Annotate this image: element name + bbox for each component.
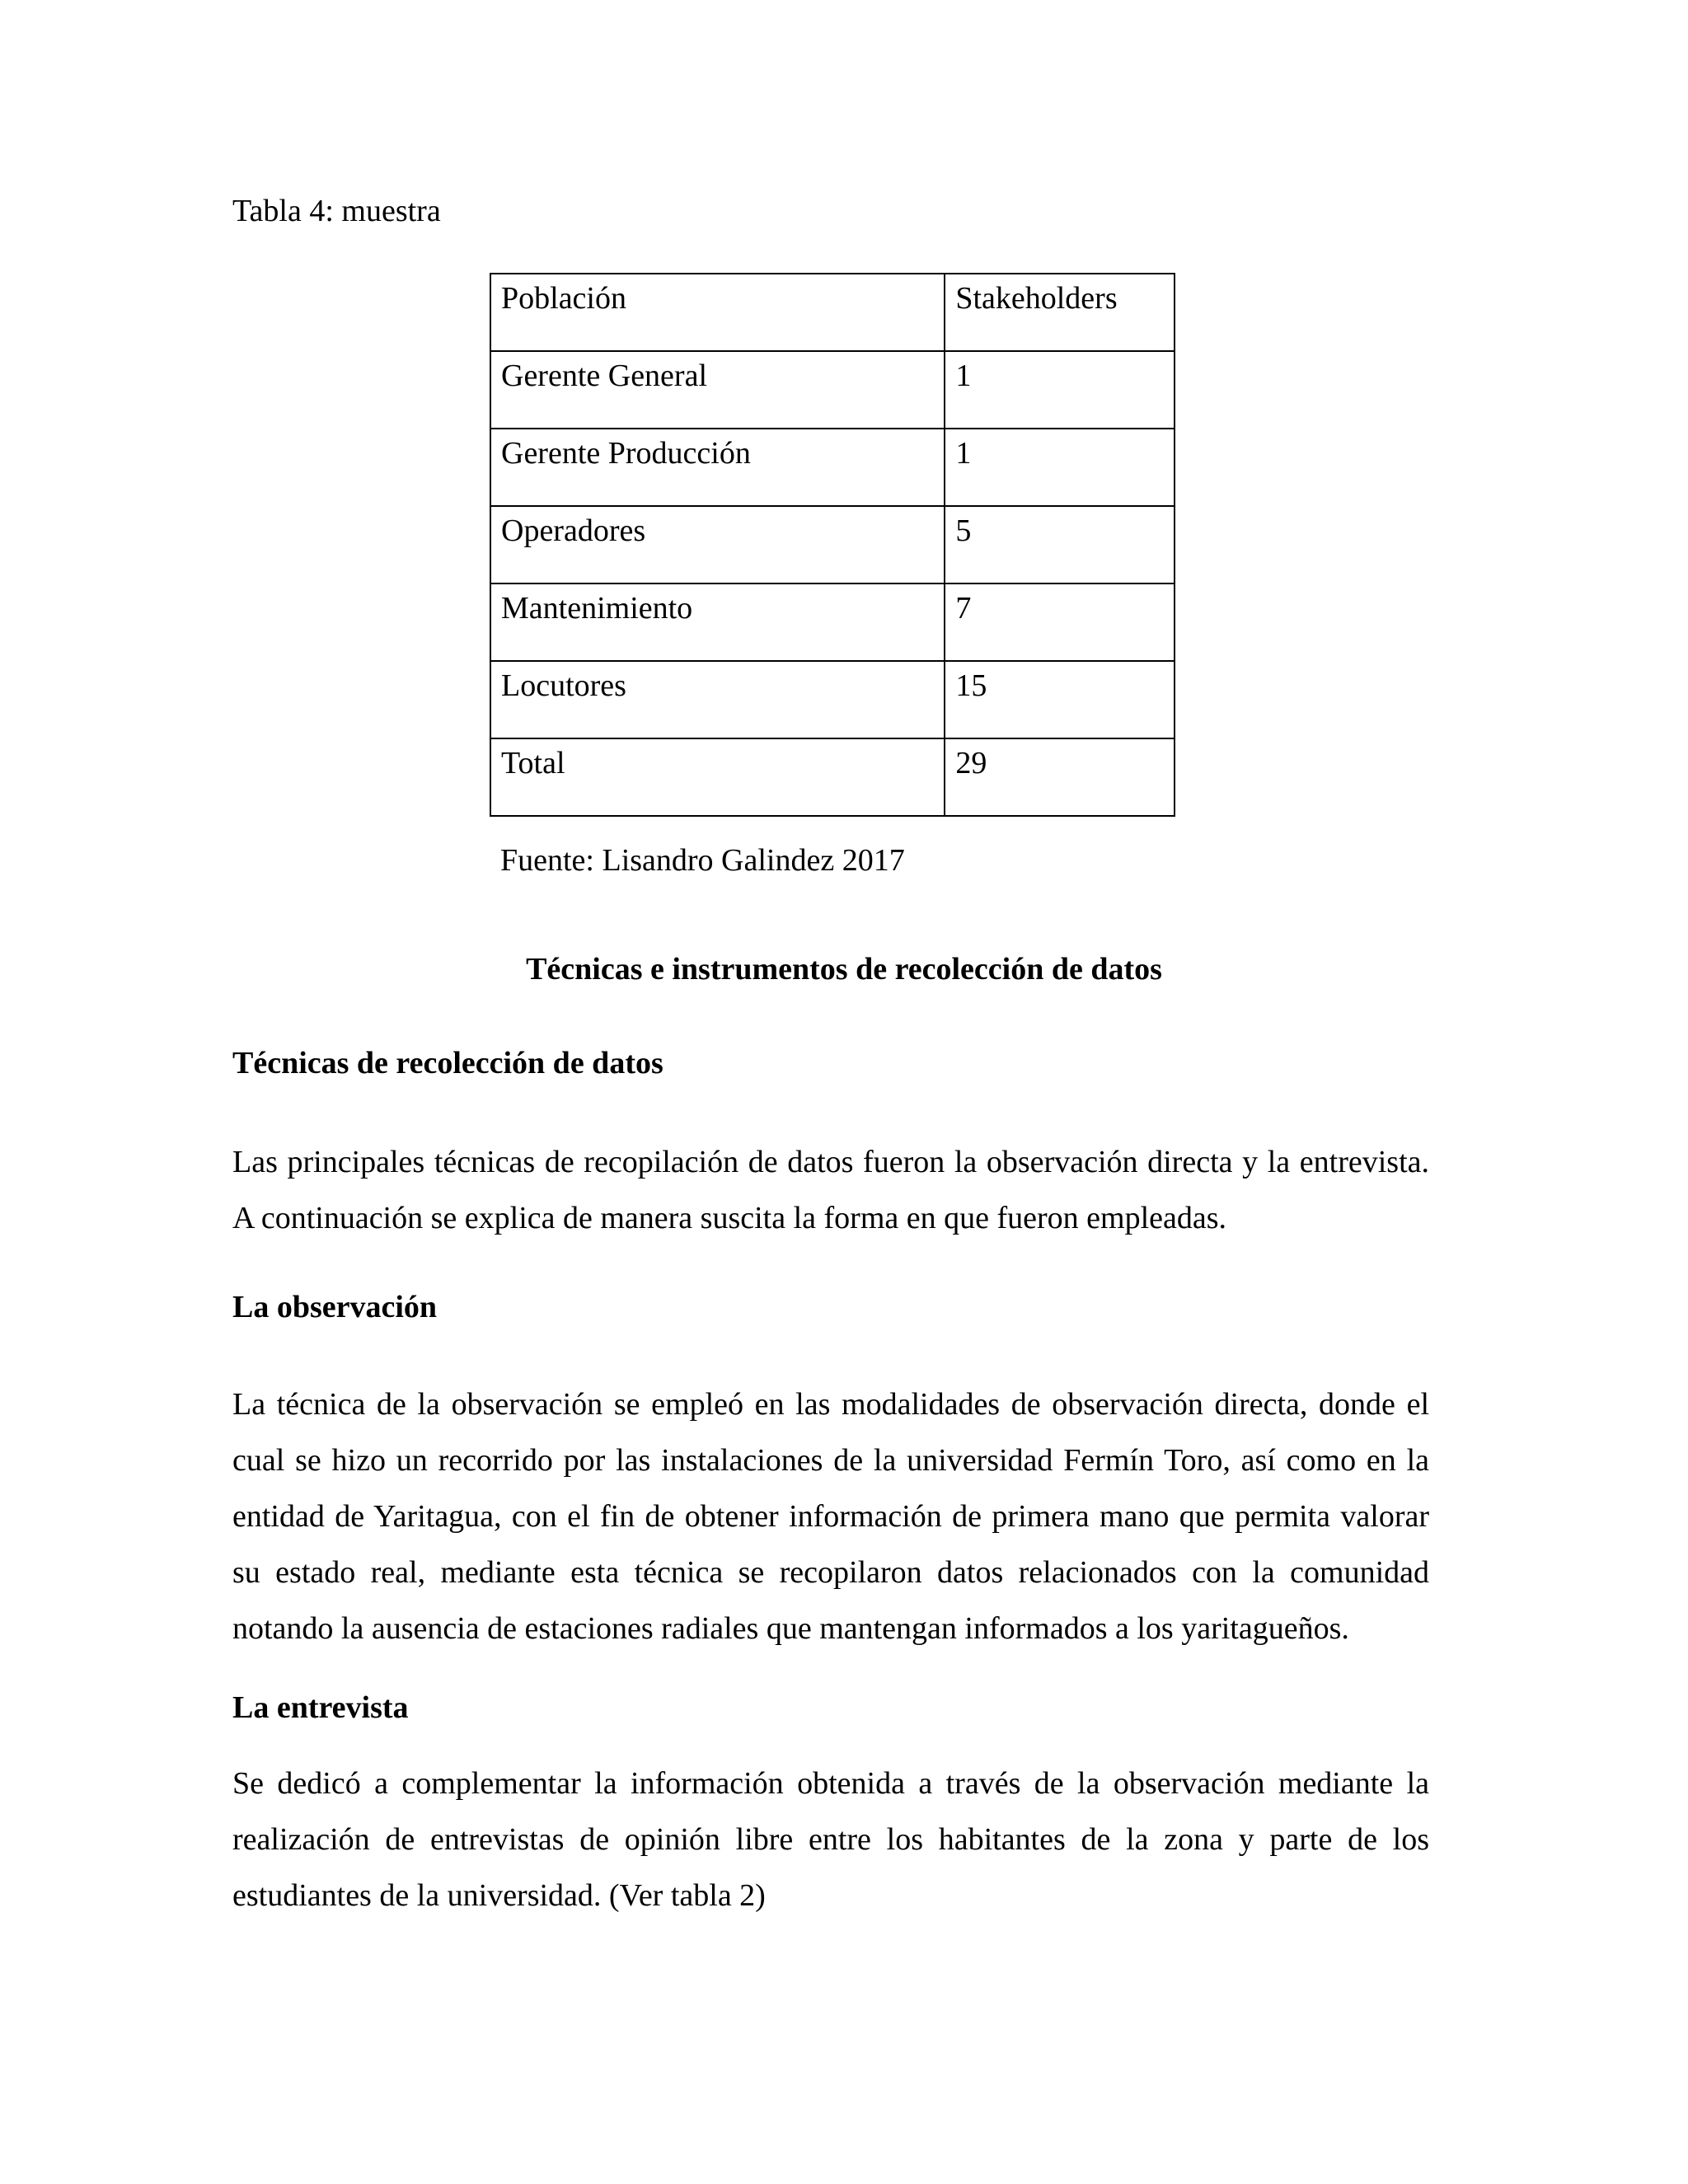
table-cell: 29 <box>945 738 1175 816</box>
table-cell: 15 <box>945 661 1175 738</box>
subsection-heading: La observación <box>232 1290 438 1324</box>
subsection-heading: Técnicas de recolección de datos <box>232 1046 663 1080</box>
subsection-heading: La entrevista <box>232 1690 409 1725</box>
table-header-row <box>490 274 1175 351</box>
table-cell: Gerente Producción <box>490 429 945 506</box>
table-cell: Gerente General <box>490 351 945 429</box>
table-header-cell: Stakeholders <box>945 274 1175 351</box>
table-row <box>490 583 1175 661</box>
table-row <box>490 429 1175 506</box>
table-cell: 5 <box>945 506 1175 583</box>
table-row <box>490 661 1175 738</box>
table-source: Fuente: Lisandro Galindez 2017 <box>500 843 905 878</box>
sample-table <box>490 273 1175 817</box>
table-cell: 1 <box>945 429 1175 506</box>
table-total-row <box>490 738 1175 816</box>
table-cell: Total <box>490 738 945 816</box>
table-cell: 1 <box>945 351 1175 429</box>
paragraph: La técnica de la observación se empleó en las modalidades de observación directa, donde el cual se hizo un recorrido por las instalaciones de la universidad Fermín Toro, así como en la entidad de Yaritagua, con el fin de obtener información de primera mano que permita valorar su estado real, mediante esta técnica se recopilaron datos relacionados con la comunidad notando la ausencia de estaciones radiales que mantengan informados a los yaritagueños. <box>232 1387 1429 1646</box>
paragraph: Se dedicó a complementar la información obtenida a través de la observación mediante la realización de entrevistas de opinión libre entre los habitantes de la zona y parte de los estudiantes de la universidad. (Ver tabla 2) <box>232 1766 1429 1913</box>
paragraph: Las principales técnicas de recopilación de datos fueron la observación directa y la entrevista. A continuación se explica de manera suscita la forma en que fueron empleadas. <box>232 1145 1429 1235</box>
section-title: Técnicas e instrumentos de recolección de datos <box>526 952 1162 987</box>
table-cell: 7 <box>945 583 1175 661</box>
table-row <box>490 506 1175 583</box>
table-cell: Locutores <box>490 661 945 738</box>
table-header-cell: Población <box>490 274 945 351</box>
table-row <box>490 351 1175 429</box>
table-cell: Mantenimiento <box>490 583 945 661</box>
table-caption: Tabla 4: muestra <box>232 194 441 228</box>
table-cell: Operadores <box>490 506 945 583</box>
